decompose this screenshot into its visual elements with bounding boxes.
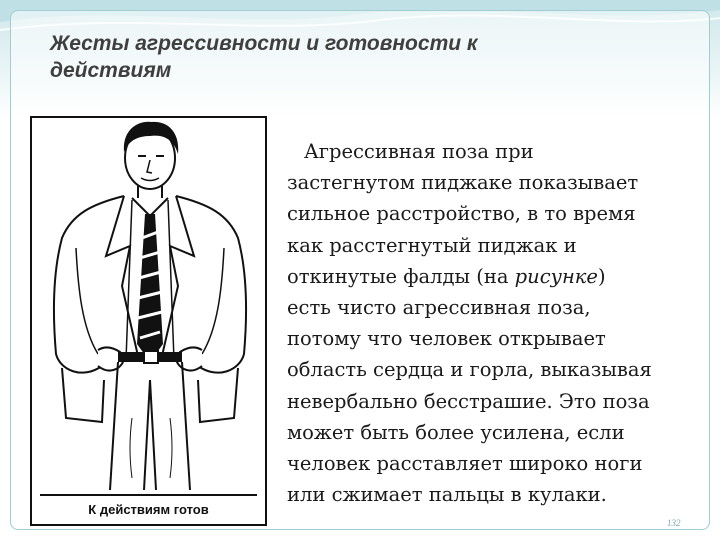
text-line: Агрессивная поза при [304, 140, 534, 163]
caption-divider [40, 494, 257, 496]
text-line [287, 261, 715, 292]
slide-title: Жесты агрессивности и готовности к действиям [50, 32, 478, 82]
man-drawing [32, 118, 265, 490]
text-line: сильное расстройство, в то время [287, 202, 636, 226]
man-illustration [30, 116, 267, 526]
page-number: 132 [667, 518, 681, 528]
text-line: есть чисто агрессивная поза, [287, 295, 591, 319]
text-line: потому что человек открывает [287, 327, 606, 351]
emphasis-text: рисунке [514, 264, 598, 288]
text-line: невербально бесстрашие. Это поза [287, 389, 650, 413]
body-paragraph [287, 136, 715, 510]
text-line: или сжимает пальцы в кулаки. [287, 483, 607, 507]
text-line: застегнутом пиджаке показывает [287, 171, 639, 195]
text-segment: откинутые фалды (на [287, 264, 515, 288]
text-line: может быть более усилена, если [287, 420, 625, 444]
text-segment: ) [597, 264, 606, 288]
text-line: как расстегнутый пиджак и [287, 233, 577, 257]
text-line: область сердца и горла, выказывая [287, 358, 652, 382]
text-line: человек расставляет широко ноги [287, 451, 643, 475]
illustration-caption: К действиям готов [88, 502, 209, 517]
